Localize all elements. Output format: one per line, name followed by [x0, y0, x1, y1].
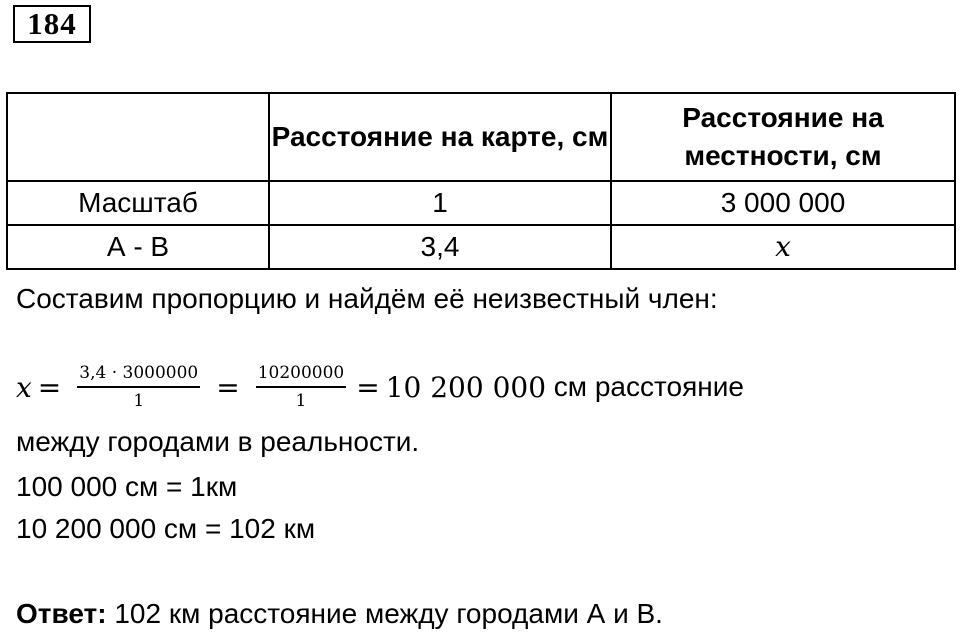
fraction-1-numerator: 3,4 · 3000000 — [77, 363, 200, 388]
conversion-line-2: 10 200 000 см = 102 км — [16, 513, 316, 544]
table-header-map-distance: Расстояние на карте, см — [269, 93, 611, 181]
table-header-empty — [7, 93, 269, 181]
table-header-row — [7, 93, 955, 181]
formula-equals: = — [356, 370, 380, 404]
fraction-1 — [77, 363, 200, 412]
scale-table — [6, 92, 956, 270]
table-row — [7, 225, 955, 269]
fraction-2 — [256, 363, 347, 412]
fraction-2-denominator: 1 — [295, 390, 307, 411]
formula — [16, 356, 744, 418]
continuation-text: между городами в реальности. — [16, 426, 420, 457]
formula-equals: = — [37, 370, 62, 404]
conversion-line-1: 100 000 см = 1км — [16, 471, 238, 502]
fraction-2-numerator: 10200000 — [256, 363, 347, 388]
answer-label: Ответ: — [16, 598, 107, 629]
formula-result: 10 200 000 — [385, 370, 547, 404]
cell-ab-map: 3,4 — [269, 225, 611, 269]
table-header-ground-distance: Расстояние на местности, см — [611, 93, 955, 181]
fraction-1-denominator: 1 — [133, 390, 145, 411]
answer-line — [16, 597, 663, 631]
cell-ab-ground: x — [611, 225, 955, 269]
answer-text: 102 км расстояние между городами А и В. — [106, 598, 663, 629]
formula-tail: см расстояние — [546, 371, 744, 402]
formula-variable: x — [16, 370, 32, 404]
problem-number: 184 — [13, 5, 91, 43]
cell-scale-ground: 3 000 000 — [611, 181, 955, 225]
row-label-ab: А - В — [7, 225, 269, 269]
intro-text: Составим пропорцию и найдём её неизвестный член: — [16, 283, 718, 314]
row-label-scale: Масштаб — [7, 181, 269, 225]
formula-equals: = — [216, 370, 240, 404]
cell-scale-map: 1 — [269, 181, 611, 225]
table-row — [7, 181, 955, 225]
